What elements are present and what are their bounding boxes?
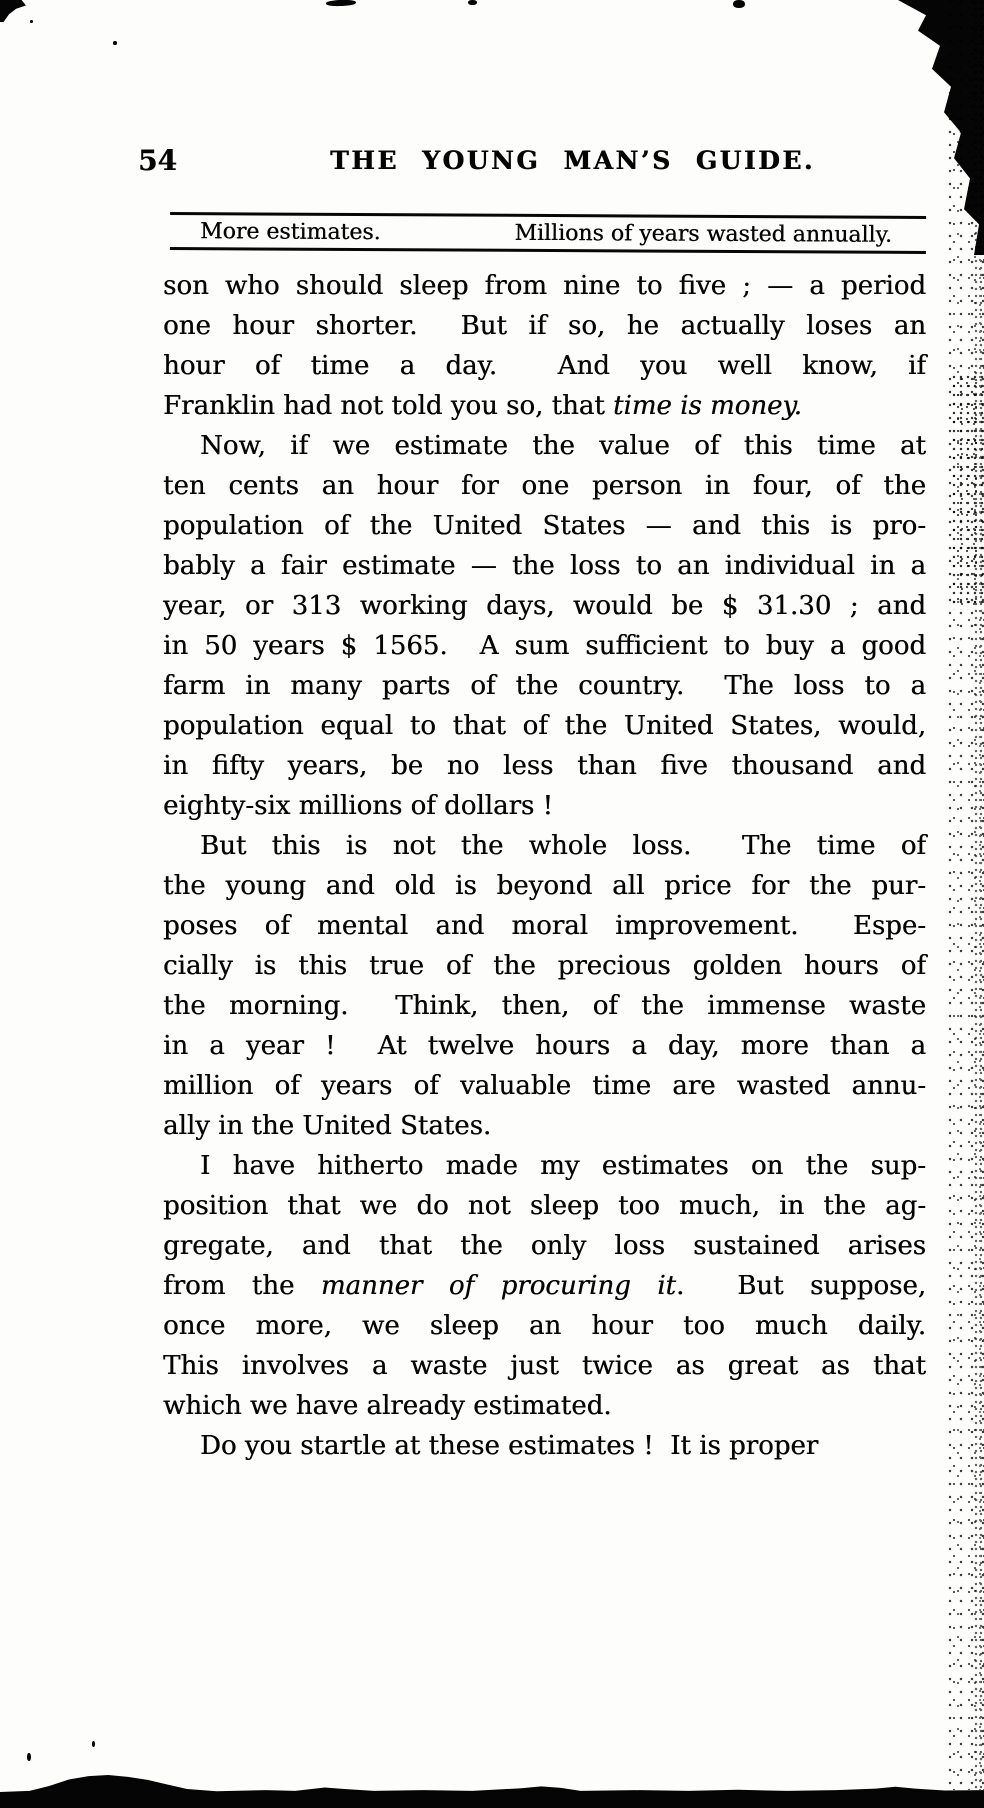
- text-line: population of the United States — and this is pro-: [163, 511, 926, 541]
- scan-speck: [92, 1741, 95, 1747]
- scan-noise-right-edge: [974, 0, 984, 1790]
- text-line: from the manner of procuring it. But suppose,: [163, 1271, 926, 1301]
- text-line: gregate, and that the only loss sustained arises: [163, 1231, 926, 1261]
- running-title: THE YOUNG MAN’S GUIDE.: [330, 146, 815, 175]
- text-line: in a year ! At twelve hours a day, more than a: [163, 1031, 926, 1061]
- text-line: son who should sleep from nine to five ; — a period: [163, 271, 926, 301]
- text-line: ten cents an hour for one person in four, of the: [163, 471, 926, 501]
- running-head-right: Millions of years wasted annually.: [514, 220, 893, 248]
- text-line: bably a fair estimate — the loss to an individual in a: [163, 551, 926, 581]
- scan-speck: [326, 0, 356, 7]
- running-head-box: [170, 212, 926, 254]
- page-number: 54: [138, 144, 177, 177]
- text-line: This involves a waste just twice as great as that: [163, 1351, 926, 1381]
- text-line: I have hitherto made my estimates on the sup-: [200, 1151, 926, 1181]
- scan-bottom-bar: [0, 1770, 984, 1808]
- text-line: in fifty years, be no less than five thousand and: [163, 751, 926, 781]
- scan-speck: [30, 20, 33, 23]
- scan-speck: [113, 41, 117, 45]
- scan-speck: [27, 1753, 31, 1761]
- body-text: [163, 266, 926, 1466]
- text-line: one hour shorter. But if so, he actually loses an: [163, 311, 926, 341]
- text-line: million of years of valuable time are wasted annu-: [163, 1071, 926, 1101]
- text-line: position that we do not sleep too much, in the ag-: [163, 1191, 926, 1221]
- text-line: the young and old is beyond all price for the pur-: [163, 871, 926, 901]
- text-line: once more, we sleep an hour too much daily.: [163, 1311, 926, 1341]
- text-line: cially is this true of the precious golden hours of: [163, 951, 926, 981]
- text-line: year, or 313 working days, would be $ 31.30 ; and: [163, 591, 926, 621]
- text-line: poses of mental and moral improvement. Espe-: [163, 911, 926, 941]
- text-line: Do you startle at these estimates ! It is proper: [200, 1431, 819, 1461]
- text-line: farm in many parts of the country. The loss to a: [163, 671, 926, 701]
- text-line: Now, if we estimate the value of this time at: [200, 431, 926, 461]
- scan-noise-top-left: [0, 0, 36, 22]
- scan-speck: [468, 0, 477, 5]
- scan-speck: [733, 0, 745, 8]
- text-line: population equal to that of the United States, would,: [163, 711, 926, 741]
- text-line: the morning. Think, then, of the immense waste: [163, 991, 926, 1021]
- text-line: hour of time a day. And you well know, if: [163, 351, 926, 381]
- running-head-left: More estimates.: [199, 219, 381, 246]
- text-line: ally in the United States.: [163, 1111, 492, 1141]
- text-line: But this is not the whole loss. The time of: [200, 831, 926, 861]
- text-line: eighty-six millions of dollars !: [163, 791, 553, 821]
- text-line: Franklin had not told you so, that time is money.: [163, 391, 802, 421]
- text-line: which we have already estimated.: [163, 1391, 612, 1421]
- text-line: in 50 years $ 1565. A sum sufficient to buy a good: [163, 631, 926, 661]
